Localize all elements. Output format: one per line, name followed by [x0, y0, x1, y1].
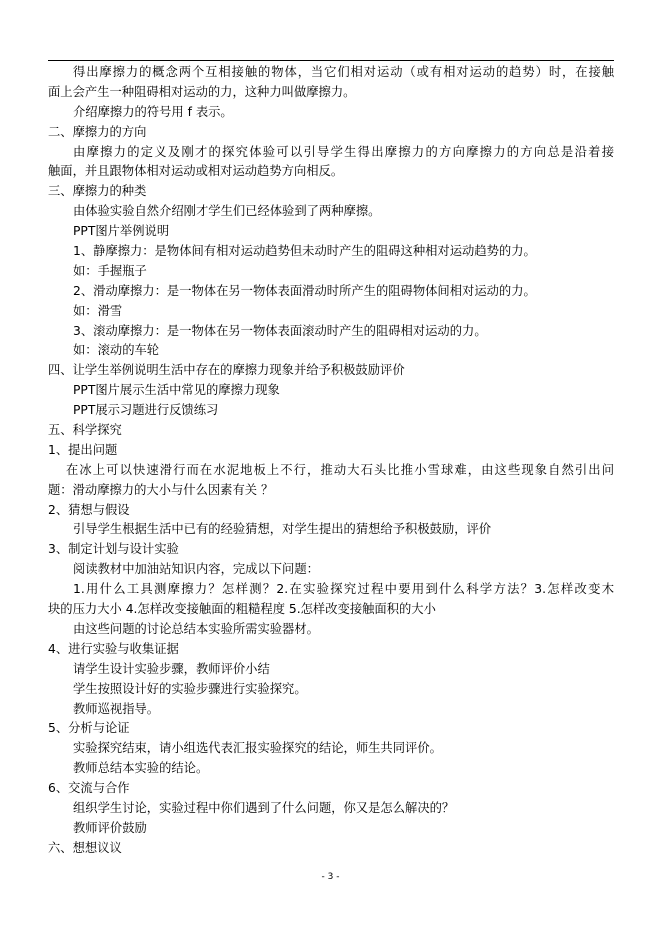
text-line: 组织学生讨论，实验过程中你们遇到了什么问题，你又是怎么解决的？: [73, 800, 455, 815]
text-line: 五、科学探究: [48, 423, 122, 438]
text-line: 引导学生根据生活中已有的经验猜想，对学生提出的猜想给予积极鼓励，评价: [73, 522, 492, 537]
text-line: 教师巡视指导。: [73, 701, 160, 716]
text-line: 三、摩擦力的种类: [48, 184, 147, 199]
text-line: 3、制定计划与设计实验: [48, 542, 179, 557]
text-line: 如：滑雪: [73, 303, 123, 318]
text-line: 在冰上可以快速滑行而在水泥地板上不行，推动大石头比推小雪球难，由这些现象自然引出问: [66, 462, 614, 477]
text-line: PPT图片举例说明: [73, 224, 170, 239]
text-line: 学生按照设计好的实验步骤进行实验探究。: [73, 681, 307, 696]
text-line: 6、交流与合作: [48, 781, 130, 796]
text-line: 教师总结本实验的结论。: [73, 761, 209, 776]
text-line: 阅读教材中加油站知识内容，完成以下问题：: [73, 562, 319, 577]
text-line: 由摩擦力的定义及刚才的探究体验可以引导学生得出摩擦力的方向摩擦力的方向总是沿着接: [73, 144, 614, 159]
text-line: 介绍摩擦力的符号用 f 表示。: [73, 104, 233, 119]
text-line: PPT图片展示生活中常见的摩擦力现象: [73, 383, 280, 398]
text-line: 由这些问题的讨论总结本实验所需实验器材。: [73, 621, 319, 636]
text-line: 触面，并且跟物体相对运动或相对运动趋势方向相反。: [48, 164, 344, 179]
text-line: 四、让学生举例说明生活中存在的摩擦力现象并给予积极鼓励评价: [48, 363, 405, 378]
text-line: PPT展示习题进行反馈练习: [73, 403, 219, 418]
text-line: 实验探究结束，请小组选代表汇报实验探究的结论，师生共同评价。: [73, 741, 442, 756]
text-line: 六、想想议议: [48, 840, 122, 855]
document-body: [48, 63, 614, 859]
text-line: 1、静摩擦力：是物体间有相对运动趋势但未动时产生的阻碍这种相对运动趋势的力。: [73, 244, 536, 259]
text-line: 2、滑动摩擦力：是一物体在另一物体表面滑动时所产生的阻碍物体间相对运动的力。: [73, 283, 536, 298]
header-rule: [48, 60, 614, 61]
text-line: 得出摩擦力的概念两个互相接触的物体，当它们相对运动（或有相对运动的趋势）时，在接触: [73, 65, 614, 79]
text-line: 如：滚动的车轮: [73, 343, 160, 358]
text-line: 2、猜想与假设: [48, 502, 130, 517]
text-line: 3、滚动摩擦力：是一物体在另一物体表面滚动时产生的阻碍相对运动的力。: [73, 323, 487, 338]
text-line: 二、摩擦力的方向: [48, 124, 147, 139]
text-line: 请学生设计实验步骤，教师评价小结: [73, 661, 270, 676]
text-line: 1、提出问题: [48, 442, 118, 457]
text-line: 由体验实验自然介绍刚才学生们已经体验到了两种摩擦。: [73, 204, 381, 219]
text-line: 块的压力大小 4.怎样改变接触面的粗糙程度 5.怎样改变接触面积的大小: [48, 602, 436, 617]
text-line: 1.用什么工具测摩擦力？怎样测？2.在实验探究过程中要用到什么科学方法？3.怎样改变木: [73, 582, 614, 597]
text-line: 5、分析与论证: [48, 721, 130, 736]
text-line: 题：滑动摩擦力的大小与什么因素有关 ？: [48, 482, 274, 497]
text-line: 如：手握瓶子: [73, 263, 147, 278]
text-line: 教师评价鼓励: [73, 820, 147, 835]
page-number: - 3 -: [321, 872, 340, 882]
text-line: 4、进行实验与收集证据: [48, 641, 179, 656]
text-line: 面上会产生一种阻碍相对运动的力，这种力叫做摩擦力。: [48, 84, 356, 99]
